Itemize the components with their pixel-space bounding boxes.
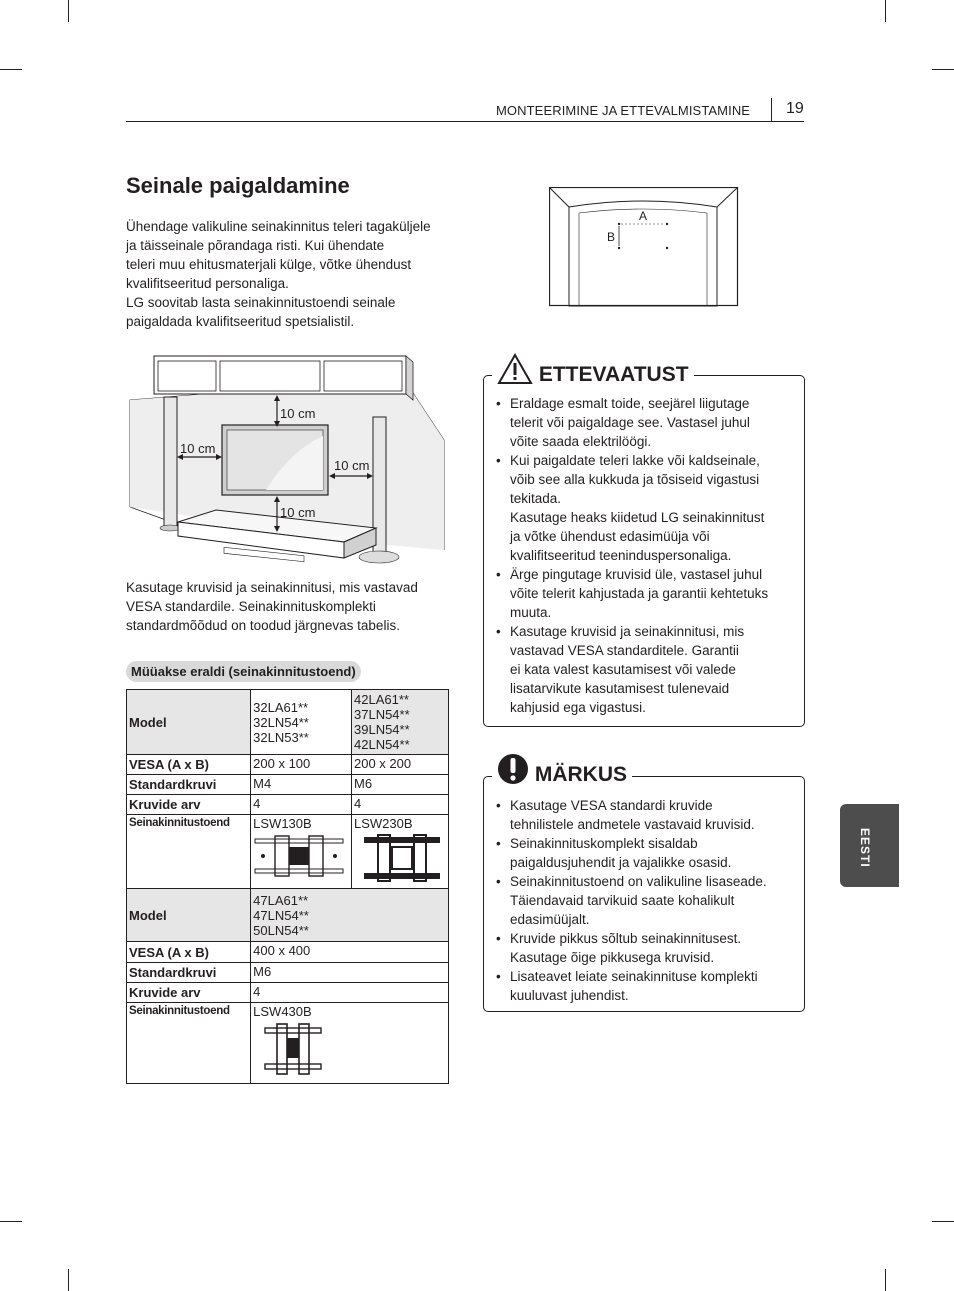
model-code: 47LA61**	[253, 892, 309, 908]
text-line: teleri muu ehitusmaterjali külge, võtke ühendust	[126, 257, 412, 272]
wall-bracket-image	[263, 1022, 323, 1076]
text-line: • Kruvide pikkus sõltub seinakinnitusest.	[510, 931, 742, 946]
vesa-label: VESA (A x B)	[127, 755, 251, 775]
clearance-bottom-label: 10 cm	[280, 505, 316, 520]
language-label: EESTI	[858, 828, 872, 868]
header-rule	[126, 121, 804, 122]
warning-triangle-icon	[497, 353, 533, 385]
model-code: 32LA61**	[253, 699, 309, 715]
bracket-model: LSW130B	[253, 816, 312, 831]
text-line: Täiendavaid tarvikuid saate kohalikult	[510, 893, 735, 908]
text-line: paigaldusjuhendit ja vajalikke osasid.	[510, 855, 732, 870]
text-line: tehnilistele andmetele vastavaid kruvisid.	[510, 817, 755, 832]
intro-paragraph	[126, 217, 456, 331]
text-line: telerit või paigaldage see. Vastasel juhul	[510, 415, 750, 430]
list-item	[496, 967, 796, 1005]
list-item	[496, 394, 796, 451]
model-label: Model	[127, 889, 251, 942]
screw-value: M4	[251, 775, 352, 795]
caution-title-wrap	[492, 353, 694, 387]
clearance-top-label: 10 cm	[280, 406, 316, 421]
sold-separately-pill: Müüakse eraldi (seinakinnitustoend)	[126, 661, 361, 682]
bracket-cell	[251, 815, 352, 889]
list-item	[496, 796, 796, 834]
model-label: Model	[127, 690, 251, 755]
crop-mark	[932, 1221, 954, 1222]
note-list	[496, 796, 796, 1005]
bracket-model: LSW230B	[354, 816, 413, 831]
text-line: võite saada elektrilöögi.	[510, 434, 652, 449]
table-row	[127, 815, 449, 889]
text-line: Kasutage heaks kiidetud LG seinakinnitust	[510, 510, 765, 525]
bracket-model: LSW430B	[253, 1004, 312, 1019]
text-line: kvalifitseeritud personaliga.	[126, 276, 289, 291]
table-row	[127, 775, 449, 795]
text-line: vastavad VESA standarditele. Garantii	[510, 643, 739, 658]
vesa-b-label: B	[607, 230, 616, 244]
list-item	[496, 834, 796, 872]
screw-label: Standardkruvi	[127, 775, 251, 795]
text-line: • Kasutage VESA standardi kruvide	[510, 798, 713, 813]
text-line: • Lisateavet leiate seinakinnituse komplekti	[510, 969, 758, 984]
crop-mark	[0, 1221, 22, 1222]
page-number: 19	[786, 100, 804, 117]
caution-title: ETTEVAATUST	[538, 363, 689, 386]
text-line: Ühendage valikuline seinakinnitus teleri tagaküljele	[126, 219, 431, 234]
wall-bracket-image	[253, 833, 345, 879]
text-line: • Ärge pingutage kruvisid üle, vastasel juhul	[510, 567, 763, 582]
text-line: • Seinakinnituskomplekt sisaldab	[510, 836, 698, 851]
screw-label: Standardkruvi	[127, 963, 251, 983]
vesa-label: VESA (A x B)	[127, 942, 251, 963]
crop-mark	[885, 0, 886, 22]
spec-table	[126, 689, 449, 1084]
list-item	[496, 872, 796, 929]
table-row	[127, 889, 449, 942]
screw-value: M6	[352, 775, 449, 795]
text-line: kuuluvast juhendist.	[510, 988, 629, 1003]
text-line: ja võtke ühendust edasimüüja või	[510, 529, 710, 544]
crop-mark	[932, 69, 954, 70]
caution-list	[496, 394, 796, 717]
crop-mark	[68, 0, 69, 22]
text-line: tekitada.	[510, 491, 562, 506]
model-code: 39LN54**	[354, 722, 410, 737]
table-row	[127, 942, 449, 963]
list-item	[496, 622, 796, 717]
text-line: • Seinakinnitustoend on valikuline lisaseade.	[510, 874, 767, 889]
model-code: 42LN54**	[354, 737, 410, 752]
table-row	[127, 795, 449, 815]
text-line: võite telerit kahjustada ja garantii kehtetuks	[510, 586, 769, 601]
model-cell	[251, 889, 449, 942]
header-divider	[771, 98, 772, 122]
vesa-value: 200 x 100	[251, 755, 352, 775]
table-row	[127, 755, 449, 775]
text-line: • Kui paigaldate teleri lakke või kaldseinale,	[510, 453, 760, 468]
table-row	[127, 690, 449, 755]
model-code: 32LN54**	[253, 714, 309, 730]
vesa-value: 400 x 400	[251, 942, 449, 963]
text-line: kahjusid ega vigastusi.	[510, 700, 646, 715]
vesa-diagram	[549, 187, 739, 307]
text-line: • Kasutage kruvisid ja seinakinnitusi, mis	[510, 624, 745, 639]
language-tab	[840, 804, 899, 887]
list-item	[496, 929, 796, 967]
table-row	[127, 963, 449, 983]
vesa-value: 200 x 200	[352, 755, 449, 775]
clearance-illustration	[126, 350, 448, 570]
model-code: 50LN54**	[253, 922, 309, 938]
clearance-right-label: 10 cm	[334, 458, 370, 473]
clearance-left-label: 10 cm	[180, 441, 216, 456]
model-cell	[251, 690, 352, 755]
section-header: MONTEERIMINE JA ETTEVALMISTAMINE	[496, 103, 751, 118]
text-line: • Eraldage esmalt toide, seejärel liigutage	[510, 396, 750, 411]
text-line: ei kata valest kasutamisest või valede	[510, 662, 736, 677]
wall-bracket-image	[354, 833, 446, 885]
text-line: ja täisseinale põrandaga risti. Kui ühendate	[126, 238, 385, 253]
page-title: Seinale paigaldamine	[126, 173, 350, 198]
list-item	[496, 451, 796, 565]
text-line: lisatarvikute kasutamisest tulenevaid	[510, 681, 730, 696]
crop-mark	[68, 1269, 69, 1291]
model-cell	[352, 690, 449, 755]
model-code: 32LN53**	[253, 729, 309, 745]
bracket-cell	[352, 815, 449, 889]
text-line: Kasutage kruvisid ja seinakinnitusi, mis vastavad	[126, 580, 418, 595]
vesa-a-label: A	[639, 209, 648, 223]
count-label: Kruvide arv	[127, 983, 251, 1003]
model-code: 42LA61**	[354, 692, 409, 707]
text-line: Kasutage õige pikkusega kruvisid.	[510, 950, 715, 965]
count-value: 4	[352, 795, 449, 815]
text-line: LG soovitab lasta seinakinnitustoendi seinale	[126, 295, 396, 310]
exclamation-circle-icon	[497, 753, 529, 785]
text-line: muuta.	[510, 605, 552, 620]
bracket-cell	[251, 1003, 449, 1084]
crop-mark	[0, 69, 22, 70]
model-code: 47LN54**	[253, 907, 309, 923]
text-line: paigaldada kvalifitseeritud spetsialistil.	[126, 314, 355, 329]
count-value: 4	[251, 983, 449, 1003]
model-code: 37LN54**	[354, 707, 410, 722]
note-title: MÄRKUS	[534, 763, 628, 786]
note-title-wrap	[492, 753, 632, 787]
vesa-paragraph	[126, 578, 456, 635]
text-line: võib see alla kukkuda ja tõsiseid vigastusi	[510, 472, 760, 487]
text-line: edasimüüjalt.	[510, 912, 590, 927]
text-line: VESA standardile. Seinakinnituskomplekti	[126, 599, 376, 614]
text-line: standardmõõdud on toodud järgnevas tabelis.	[126, 618, 400, 633]
crop-mark	[885, 1269, 886, 1291]
list-item	[496, 565, 796, 622]
bracket-label: Seinakinnitustoend	[127, 1003, 251, 1084]
text-line: kvalifitseeritud teeninduspersonaliga.	[510, 548, 732, 563]
bracket-label: Seinakinnitustoend	[127, 815, 251, 889]
table-row	[127, 983, 449, 1003]
count-value: 4	[251, 795, 352, 815]
count-label: Kruvide arv	[127, 795, 251, 815]
table-row	[127, 1003, 449, 1084]
screw-value: M6	[251, 963, 449, 983]
